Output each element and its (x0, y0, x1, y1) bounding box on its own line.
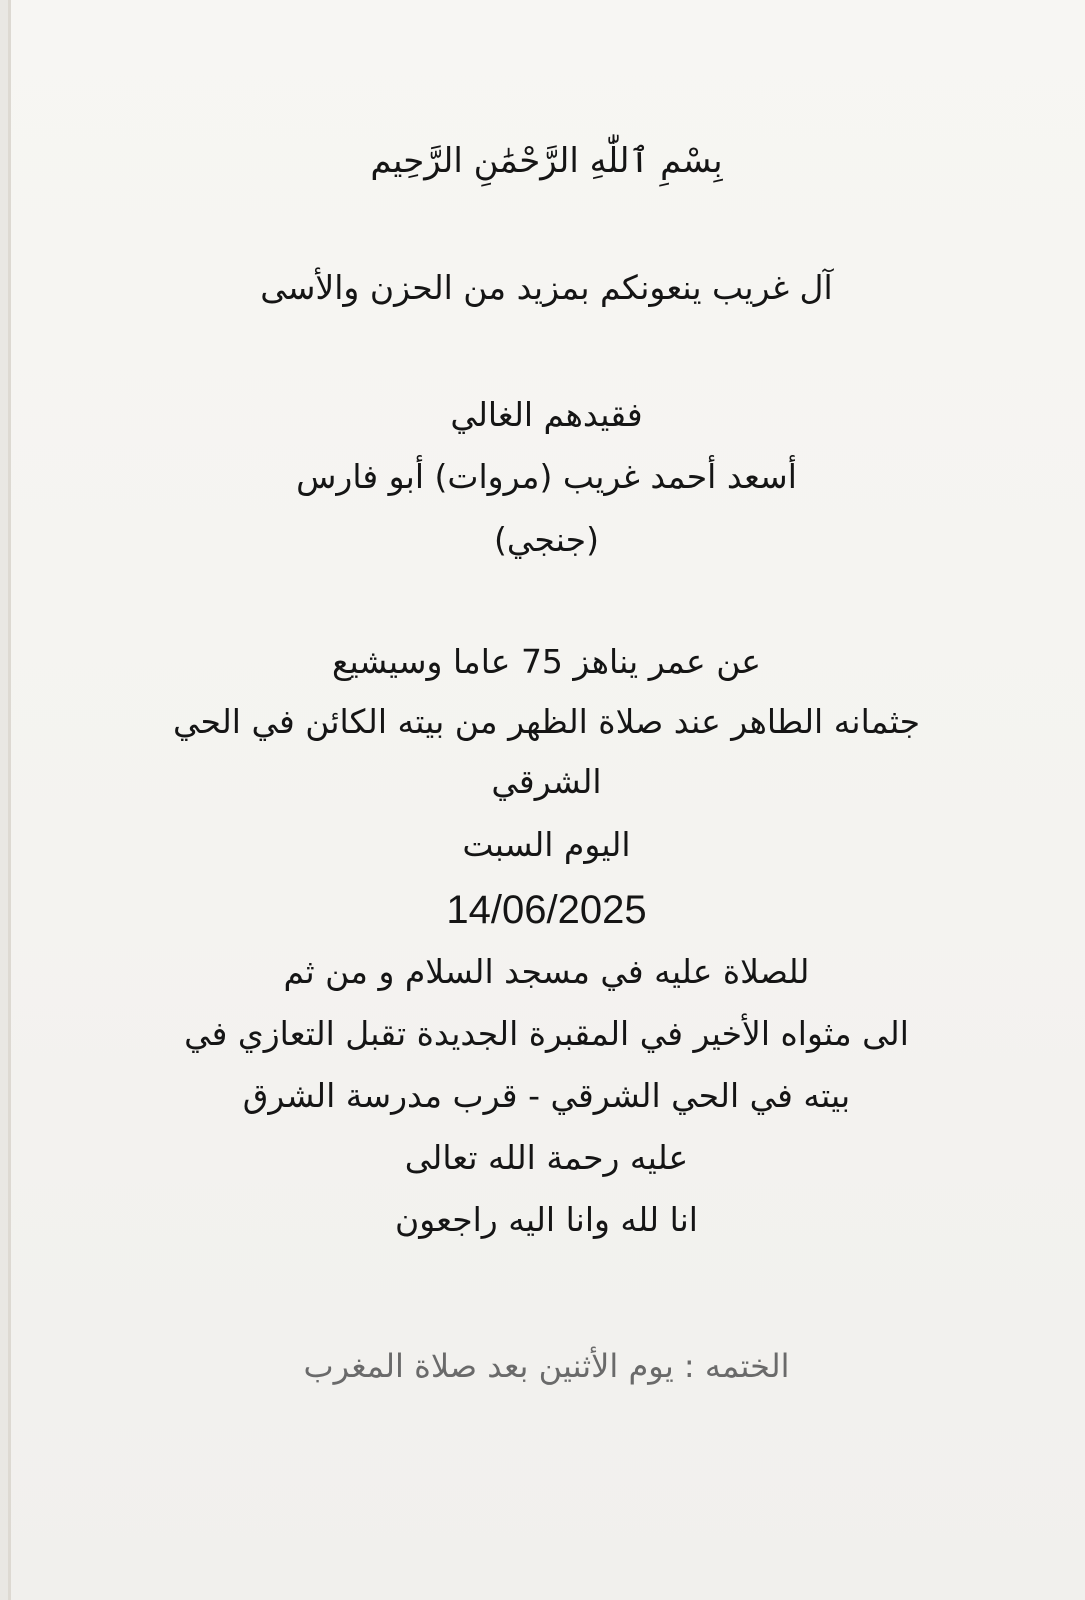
mercy-line: عليه رحمة الله تعالى (404, 1138, 689, 1177)
funeral-from-line: جثمانه الطاهر عند صلاة الظهر من بيته الكائن في الحي (172, 702, 921, 741)
obituary-sheet (8, 0, 1085, 1600)
deceased-name: أسعد أحمد غريب (مروات) أبو فارس (296, 457, 797, 496)
dear-deceased-label: فقيدهم الغالي (450, 395, 643, 434)
funeral-date: 14/06/2025 (446, 888, 647, 932)
day-line: اليوم السبت (462, 825, 631, 864)
district-line: الشرقي (491, 762, 602, 801)
prayer-line: للصلاة عليه في مسجد السلام و من ثم (283, 952, 810, 991)
condolences-place-line: بيته في الحي الشرقي - قرب مدرسة الشرق (242, 1076, 851, 1115)
quran-verse-line: انا لله وانا اليه راجعون (395, 1200, 698, 1239)
khatma-line: الختمه : يوم الأثنين بعد صلاة المغرب (303, 1347, 790, 1385)
age-line: عن عمر يناهز 75 عاما وسيشيع (331, 642, 762, 681)
deceased-nickname: (جنجي) (494, 520, 599, 559)
family-announcement: آل غريب ينعونكم بمزيد من الحزن والأسى (260, 268, 833, 307)
basmala-heading: بِسْمِ ٱللّٰهِ الرَّحْمَٰنِ الرَّحِيم (370, 141, 723, 181)
burial-line: الى مثواه الأخير في المقبرة الجديدة تقبل التعازي في (184, 1014, 909, 1053)
